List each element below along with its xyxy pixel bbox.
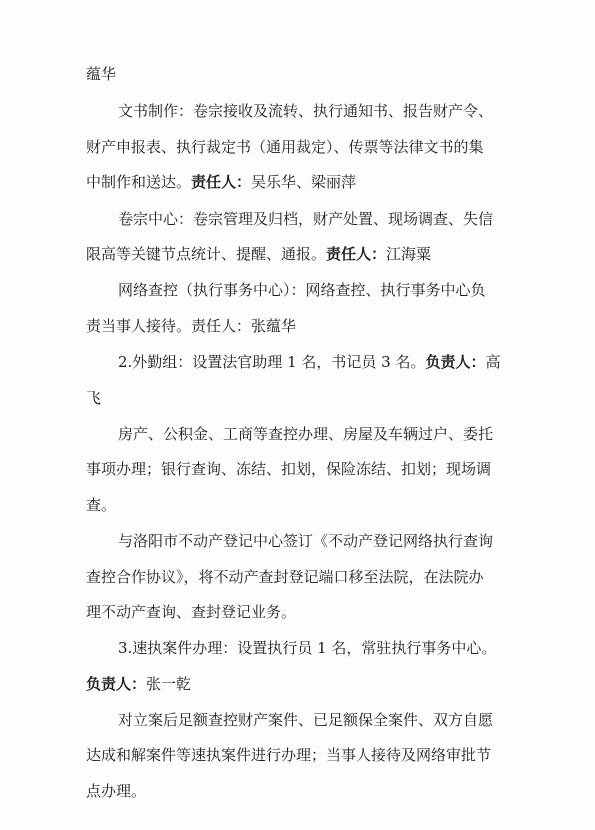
text-run: 2.外勤组：设置法官助理 1 名，书记员 3 名。 [118,353,426,371]
text-line [0,137,595,157]
text-run: 点办理。 [86,782,147,800]
text-run: 3.速执案件办理：设置执行员 1 名，常驻执行事务中心。 [118,639,497,657]
text-line [0,745,595,765]
text-run: 中制作和送达。 [86,173,192,191]
text-run: 事项办理；银行查询、冻结、扣划，保险冻结、扣划；现场调 [86,460,492,478]
text-line [0,531,595,551]
text-line [0,674,595,694]
text-line [0,280,595,300]
text-line [0,459,595,479]
text-line [0,638,595,658]
text-line [0,352,595,372]
text-run: 责当事人接待。责任人：张蕴华 [86,317,297,335]
responsible-label: 负责人： [425,353,486,371]
text-line [0,316,595,336]
text-line [0,172,595,192]
text-run: 查控合作协议》，将不动产查封登记端口移至法院，在法院办 [86,568,484,586]
text-run: 查。 [86,496,117,514]
text-run: 江海粟 [386,245,432,263]
text-run: 文书制作：卷宗接收及流转、执行通知书、报告财产令、 [118,102,494,120]
text-line [0,567,595,587]
text-run: 与洛阳市不动产登记中心签订《不动产登记网络执行查询 [118,532,494,550]
text-run: 卷宗中心：卷宗管理及归档，财产处置、现场调查、失信 [118,210,494,228]
text-line [0,209,595,229]
text-line [0,781,595,801]
text-line [0,424,595,444]
text-run: 对立案后足额查控财产案件、已足额保全案件、双方自愿 [118,711,494,729]
text-run: 飞 [86,389,102,407]
text-line [0,710,595,730]
responsible-label: 负责人： [86,675,147,693]
text-run: 高 [485,353,501,371]
text-run: 房产、公积金、工商等查控办理、房屋及车辆过户、委托 [118,425,494,443]
text-run: 限高等关键节点统计、提醒、通报。 [86,245,327,263]
text-line [0,64,595,84]
responsible-label: 责任人： [191,173,252,191]
text-run: 网络查控（执行事务中心）：网络查控、执行事务中心负 [118,281,486,299]
text-line [0,101,595,121]
responsible-label: 责任人： [326,245,387,263]
text-line [0,602,595,622]
text-line [0,388,595,408]
text-line [0,244,595,264]
text-run: 吴乐华、梁丽萍 [251,173,357,191]
text-run: 理不动产查询、查封登记业务。 [86,603,297,621]
text-line [0,495,595,515]
text-run: 财产申报表、执行裁定书（通用裁定）、传票等法律文书的集 [86,138,484,156]
text-run: 蕴华 [86,65,117,83]
text-run: 达成和解案件等速执案件进行办理；当事人接待及网络审批节 [86,746,492,764]
text-run: 张一乾 [146,675,192,693]
